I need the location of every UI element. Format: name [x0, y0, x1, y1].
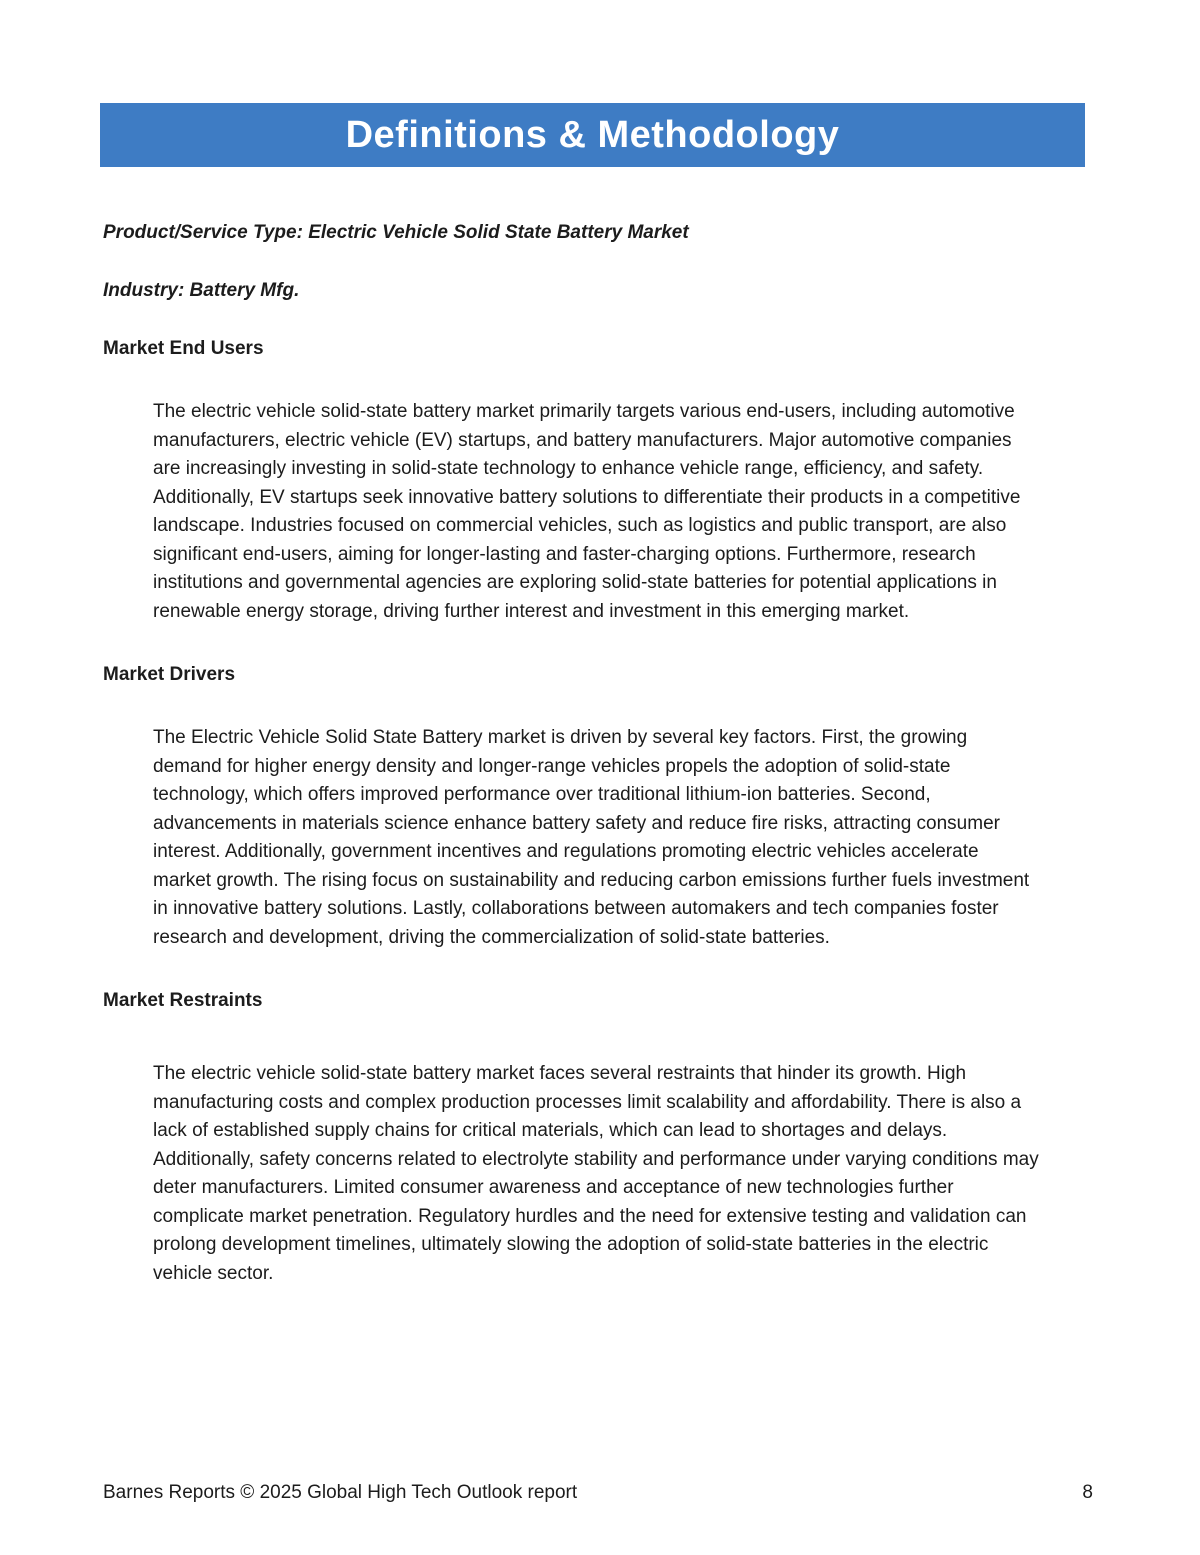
- section-heading-market-restraints: Market Restraints: [103, 990, 263, 1011]
- section-body-market-end-users: The electric vehicle solid-state battery market primarily targets various end-users, including automotive manufacturers, electric vehicle (EV) startups, and battery manufacturers. Major automotive companies are increasingly investing in solid-state technology to enhance vehicle range, efficiency, and safety. Additionally, EV startups seek innovative battery solutions to differentiate their products in a competitive landscape. Industries focused on commercial vehicles, such as logistics and public transport, are also significant end-users, aiming for longer-lasting and faster-charging options. Furthermore, research institutions and governmental agencies are exploring solid-state batteries for potential applications in renewable energy storage, driving further interest and investment in this emerging market.: [153, 401, 1021, 622]
- page-footer: [103, 1482, 1093, 1504]
- footer-report-title: Barnes Reports © 2025 Global High Tech Outlook report: [103, 1482, 578, 1503]
- section-title-banner: [100, 103, 1085, 167]
- section-heading-market-end-users: Market End Users: [103, 338, 264, 359]
- section-heading-market-drivers: Market Drivers: [103, 664, 236, 685]
- industry-line: Industry: Battery Mfg.: [103, 280, 300, 301]
- page-content: [103, 222, 1043, 1326]
- product-service-type-line: Product/Service Type: Electric Vehicle Solid State Battery Market: [103, 222, 689, 243]
- page-title: Definitions & Methodology: [345, 113, 840, 156]
- section-body-market-drivers: The Electric Vehicle Solid State Battery market is driven by several key factors. First, the growing demand for higher energy density and longer-range vehicles propels the adoption of solid-state technology, which offers improved performance over traditional lithium-ion batteries. Second, advancements in materials science enhance battery safety and reduce fire risks, attracting consumer interest. Additionally, government incentives and regulations promoting electric vehicles accelerate market growth. The rising focus on sustainability and reducing carbon emissions further fuels investment in innovative battery solutions. Lastly, collaborations between automakers and tech companies foster research and development, driving the commercialization of solid-state batteries.: [153, 727, 1030, 948]
- section-body-market-restraints: The electric vehicle solid-state battery market faces several restraints that hinder its growth. High manufacturing costs and complex production processes limit scalability and affordability. There is also a lack of established supply chains for critical materials, which can lead to shortages and delays. Additionally, safety concerns related to electrolyte stability and performance under varying conditions may deter manufacturers. Limited consumer awareness and acceptance of new technologies further complicate market penetration. Regulatory hurdles and the need for extensive testing and validation can prolong development timelines, ultimately slowing the adoption of solid-state batteries in the electric vehicle sector.: [153, 1063, 1039, 1284]
- footer-page-number: 8: [1082, 1482, 1093, 1503]
